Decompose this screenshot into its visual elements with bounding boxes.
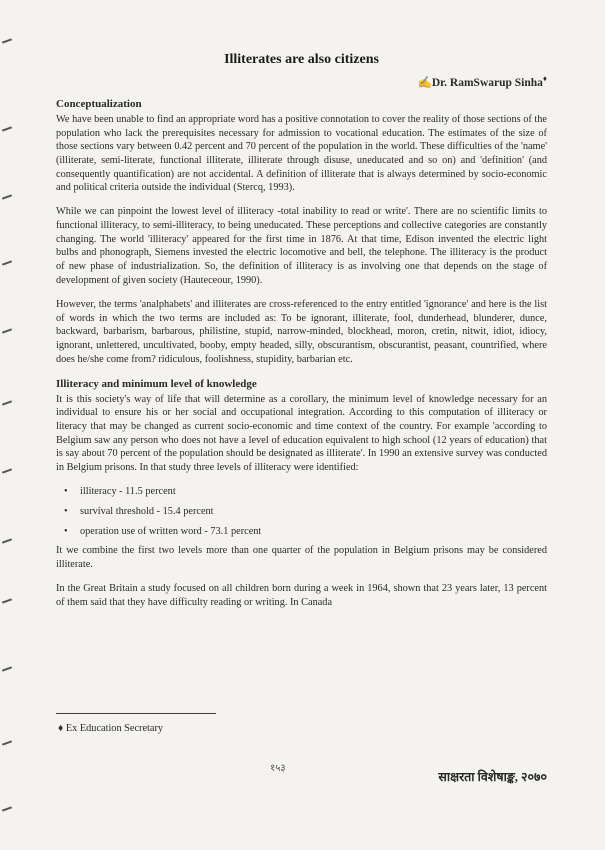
paragraph: We have been unable to find an appropriate word has a positive connotation to cover the reality of those sections of the population who lack the prerequisites necessary for admission to vocational education. The estimates of the size of those sections vary between 0.42 percent and 70 percent of the population in the world. These difficulties of the 'name' (illiterate, semi-literate, functional illiterate, illiterate through disuse, uneducated and so on) and 'definition' (and consequently quantification) are not accidental. A definition of illiterate that is always determined by socio-economic and political criteria outside the individual (Stercq, 1993). [56,113,547,194]
footnote-text: Ex Education Secretary [65,723,164,734]
binding-edge [0,0,14,850]
list-item: • survival threshold - 15.4 percent [64,505,547,519]
paragraph: While we can pinpoint the lowest level of illiteracy -total inability to read or write'. There are no scientific limits to functional illiteracy, to semi-illiteracy, to being uneducated. These perceptions and collective categories are constantly changing. The world 'illiteracy' appeared for the first time in 1876. At that time, Edison invented the electric light bulbs and phonograph, Siemens invested the electric locomotive and bell, the telephone. The illiteracy is the product of new phase of industrialization. So, the definition of illiteracy is as involving one that depends on the stage of development of given society (Hauteceour, 1990). [56,206,547,286]
paragraph: It we combine the first two levels more than one quarter of the population in Belgium prisons may be considered illiterate. [56,545,547,570]
footnote [58,723,163,734]
section-heading-conceptualization: Conceptualization [56,97,142,110]
author-name: Dr. RamSwarup Sinha [431,76,543,89]
footnote-divider [56,713,216,714]
section-heading-illiteracy-knowledge: Illiteracy and minimum level of knowledge [56,377,257,390]
illiteracy-levels-list [56,485,547,538]
article-title: Illiterates are also citizens [224,52,379,67]
list-item: • illiteracy - 11.5 percent [64,485,547,499]
page-number: १५३ [270,763,286,774]
paragraph: In the Great Britain a study focused on all children born during a week in 1964, shown that 23 years later, 13 percent of them said that they have difficulty reading or writing. In Canada [56,583,547,608]
list-item: • operation use of written word - 73.1 percent [64,525,547,539]
author-line [56,74,547,89]
author-footnote-marker: ♦ [542,74,547,83]
running-footer: साक्षरता विशेषाङ्क, २०७० [438,770,547,784]
footnote-marker: ♦ [58,723,64,734]
article-body [56,52,547,620]
paragraph: However, the terms 'analphabets' and illiterates are cross-referenced to the entry entitled 'ignorance' and here is the list of words in which the two terms are included as: To be ignorant, illiterate, fool, dunderhead, blunderer, dunce, backward, barbarism, barbarous, philistine, stupid, narrow-minded, blockhead, moron, cretin, nitwit, idiot, idiocy, ignorant, unlettered, uncultivated, booby, empty headed, silly, obscurantism, obscurantist, peasant, countrified, where does he/she come from? ridiculous, foolishness, stupidity, barbarian etc. [56,298,547,365]
pen-icon: ✍ [417,76,432,89]
paragraph: It is this society's way of life that will determine as a corollary, the minimum level of knowledge necessary for an individual to ensure his or her social and occupational integration. According to this computation of illiteracy or literacy that may be changed as current socio-economic and time context of the country. For example 'according to Belgium saw any person who does not have a level of education equivalent to high school (12 years of education) that is say about 70 percent of the population should be designated as illiterate'. In 1990 an extensive survey was conducted in Belgium prisons. In that study three levels of illiteracy were identified: [56,393,547,474]
